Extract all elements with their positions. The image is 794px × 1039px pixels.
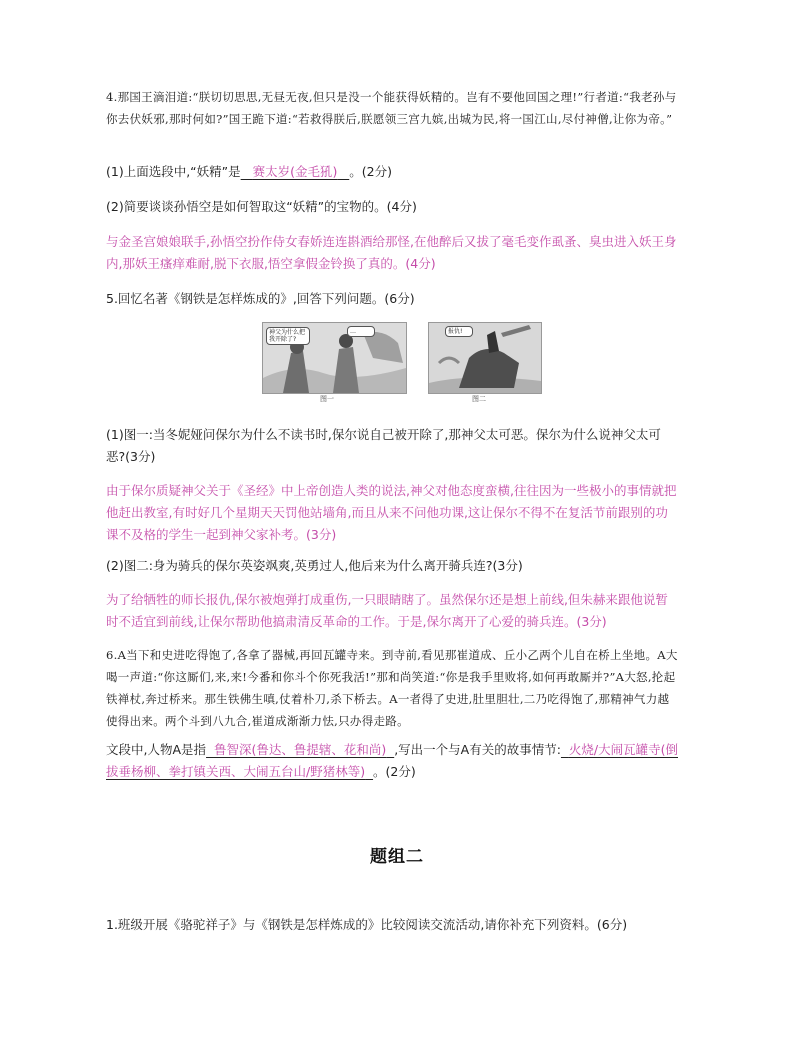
- q4-sub2-question: (2)简要谈谈孙悟空是如何智取这“妖精”的宝物的。(4分): [106, 199, 417, 214]
- figure2-image: [428, 322, 542, 394]
- figure1-speech-bubble: 神父为什么把我开除了?: [266, 327, 310, 345]
- q4-passage: 4.那国王滴泪道:“朕切切思思,无昼无夜,但只是没一个能获得妖精的。岂有不要他回国之理!”行者道:“我老孙与你去伏妖邪,那时何如?”国王跪下道:“若救得朕后,朕愿领三宫九嫔,出城为民,将一国江山,尽付神僧,让你为帝。”: [106, 90, 677, 126]
- figure1-image: [262, 322, 407, 394]
- q5-question: 5.回忆名著《钢铁是怎样炼成的》,回答下列问题。(6分): [106, 291, 415, 306]
- q5-sub2-question: (2)图二:身为骑兵的保尔英姿飒爽,英勇过人,他后来为什么离开骑兵连?(3分): [106, 558, 523, 573]
- q4-sub1-answer: [241, 164, 350, 179]
- q5-figures: [262, 322, 540, 406]
- q6-answer2-text: 火烧/大闹瓦罐寺(倒拔垂杨柳、拳打镇关西、大闹五台山/野猪林等): [106, 742, 678, 779]
- figure2-caption: 图二: [472, 395, 486, 403]
- q6-answer1: [206, 742, 394, 757]
- group2-q1: 1.班级开展《骆驼祥子》与《钢铁是怎样炼成的》比较阅读交流活动,请你补充下列资料。(6分): [106, 917, 628, 932]
- q5-sub1-question: (1)图一:当冬妮娅问保尔为什么不读书时,保尔说自己被开除了,那神父太可恶。保尔为什么说神父太可恶?(3分): [106, 427, 661, 464]
- q4-sub1-suffix: 。(2分): [349, 164, 392, 179]
- q5-sub2-answer: 为了给牺牲的师长报仇,保尔被炮弹打成重伤,一只眼睛瞎了。虽然保尔还是想上前线,但朱赫来跟他说暂时不适宜到前线,让保尔帮助他搞肃清反革命的工作。于是,保尔离开了心爱的骑兵连。(3分): [106, 592, 668, 629]
- q4-sub2-answer: 与金圣宫娘娘联手,孙悟空扮作侍女春娇连连斟酒给那怪,在他醉后又拔了毫毛变作虱蚤、臭虫进入妖王身内,那妖王瘙痒难耐,脱下衣服,悟空拿假金铃换了真的。(4分): [106, 234, 677, 271]
- q6-passage: 6.A当下和史进吃得饱了,各拿了器械,再回瓦罐寺来。到寺前,看见那崔道成、丘小乙两个儿自在桥上坐地。A大喝一声道:“你这厮们,来,来!今番和你斗个你死我活!”那和尚笑道:“你是我手里败将,如何再敢厮并?”A大怒,抡起铁禅杖,奔过桥来。那生铁佛生嗔,仗着朴刀,杀下桥去。A一者得了史进,肚里胆壮,二乃吃得饱了,那精神气力越使得出来。两个斗到八九合,崔道成渐渐力怯,只办得走路。: [106, 648, 678, 728]
- figure1-speech-bubble-2: …: [347, 326, 375, 337]
- figure1-caption: 图一: [320, 395, 334, 403]
- q6-prompt-middle: ,写出一个与A有关的故事情节:: [394, 742, 561, 757]
- q6-prompt-prefix: 文段中,人物A是指: [106, 742, 207, 757]
- q6-answer1-text: 鲁智深(鲁达、鲁提辖、花和尚): [213, 742, 387, 757]
- q6-prompt-suffix: 。(2分): [373, 764, 416, 779]
- figure2-speech-bubble: 报仇!: [445, 326, 473, 337]
- section-heading: 题组二: [370, 847, 424, 867]
- q5-sub1-answer: 由于保尔质疑神父关于《圣经》中上帝创造人类的说法,神父对他态度蛮横,往往因为一些极小的事情就把他赶出教室,有时好几个星期天天罚他站墙角,而且从来不问他功课,这让保尔不得不在复活节前跟别的功课不及格的学生一起到神父家补考。(3分): [106, 483, 677, 542]
- q4-sub1-prefix: (1)上面选段中,“妖精”是: [106, 164, 241, 179]
- q4-sub1-answer-text: 赛太岁(金毛犼): [252, 164, 338, 179]
- q4-sub1: [106, 161, 678, 183]
- q6-prompt: [106, 739, 678, 783]
